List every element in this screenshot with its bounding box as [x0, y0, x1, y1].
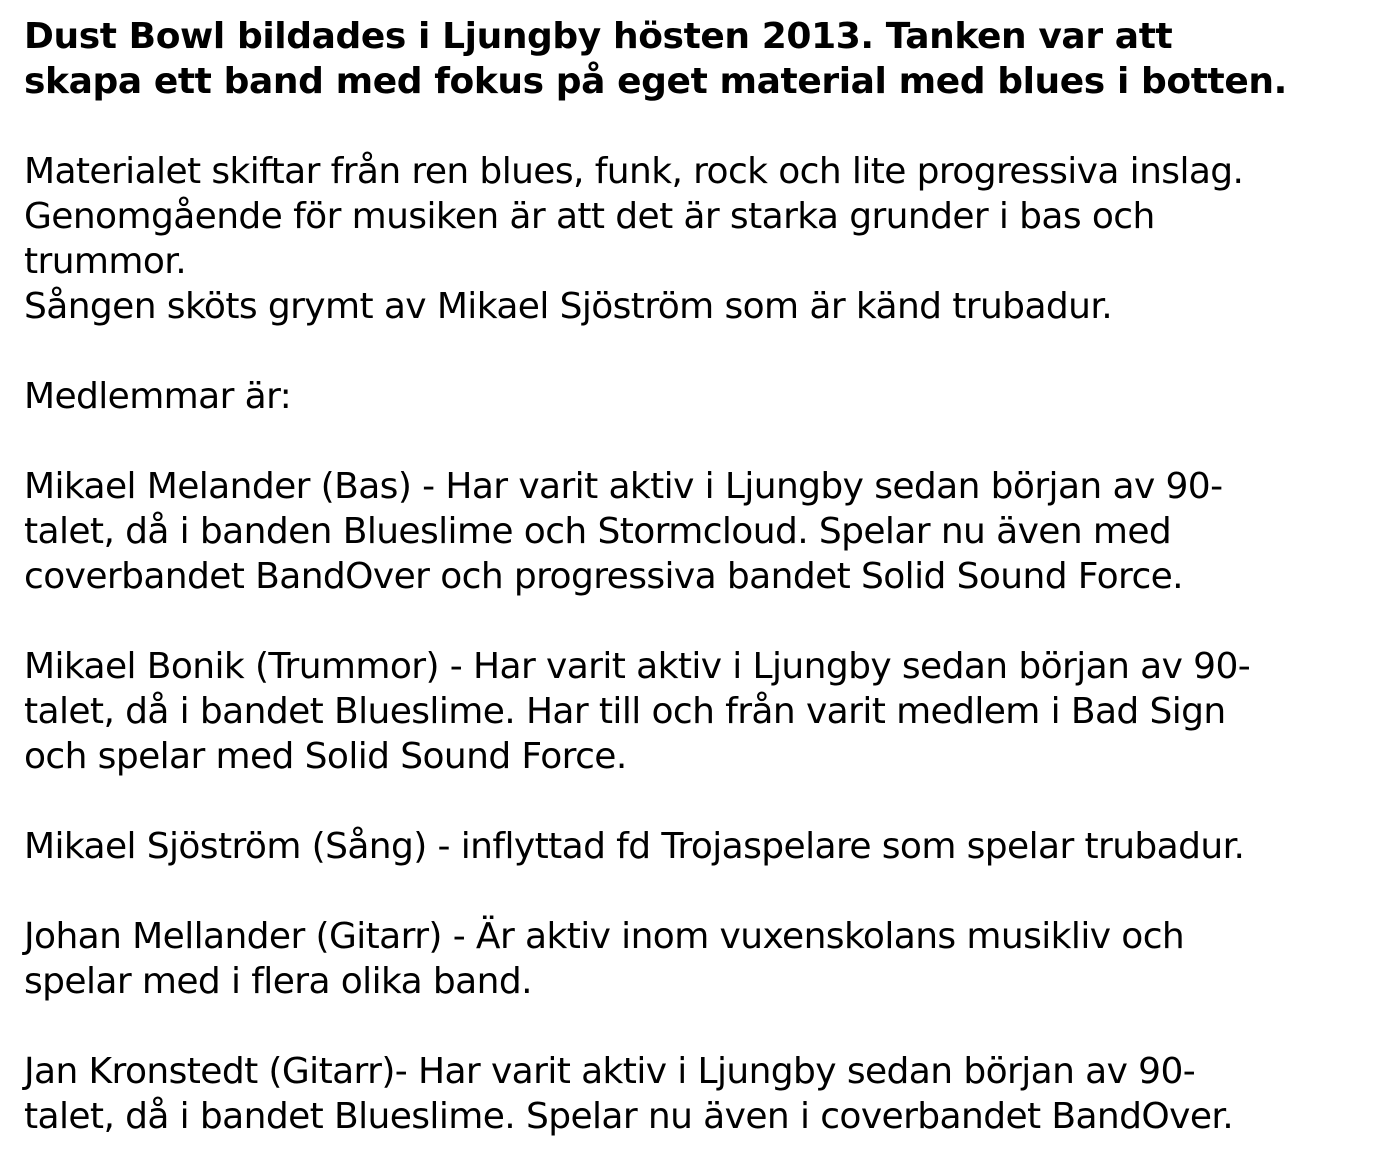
- member-bio-sjostrom: Mikael Sjöström (Sång) - inflyttad fd Trojaspelare som spelar trubadur.: [24, 826, 1245, 867]
- member-bio-kronstedt: Jan Kronstedt (Gitarr)- Har varit aktiv i Ljungby sedan början av 90- talet, då i bandet Blueslime. Spelar nu även i coverbandet BandOver.: [24, 1051, 1234, 1137]
- spacer: [24, 599, 1384, 644]
- spacer: [24, 869, 1384, 914]
- spacer: [24, 419, 1384, 464]
- spacer: [24, 329, 1384, 374]
- description-paragraph: Materialet skiftar från ren blues, funk, rock och lite progressiva inslag. Genomgående för musiken är att det är starka grunder i bas och trummor. Sången sköts grymt av Mikael Sjöström som är känd trubadur.: [24, 151, 1244, 327]
- spacer: [24, 779, 1384, 824]
- spacer: [24, 1004, 1384, 1049]
- member-bio-mellander: Johan Mellander (Gitarr) - Är aktiv inom vuxenskolans musikliv och spelar med i flera olika band.: [24, 916, 1185, 1002]
- intro-paragraph: Dust Bowl bildades i Ljungby hösten 2013. Tanken var att skapa ett band med fokus på eget material med blues i botten.: [24, 16, 1287, 102]
- members-heading: Medlemmar är:: [24, 376, 292, 417]
- band-description-document: [24, 14, 1384, 1139]
- member-bio-melander: Mikael Melander (Bas) - Har varit aktiv i Ljungby sedan början av 90- talet, då i banden Blueslime och Stormcloud. Spelar nu även med coverbandet BandOver och progressiva bandet Solid Sound Force.: [24, 466, 1223, 597]
- spacer: [24, 104, 1384, 149]
- member-bio-bonik: Mikael Bonik (Trummor) - Har varit aktiv i Ljungby sedan början av 90- talet, då i bandet Blueslime. Har till och från varit medlem i Bad Sign och spelar med Solid Sound Force.: [24, 646, 1251, 777]
